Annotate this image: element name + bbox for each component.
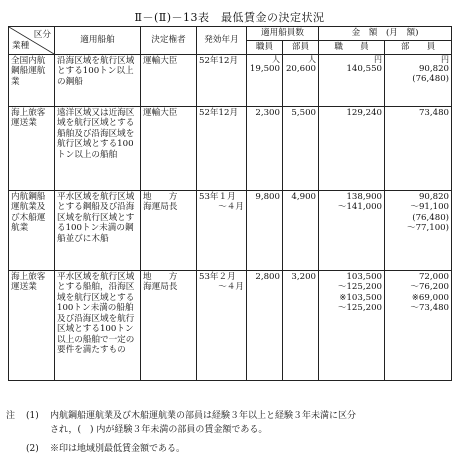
hakko-cell bbox=[197, 271, 247, 381]
k-shokuin-value: 103,500 bbox=[346, 272, 383, 282]
gyoshu-cell: 全国内航鋼船運航業 bbox=[9, 55, 55, 107]
hakko-cell: 52年12月 bbox=[197, 55, 247, 107]
shokuin-cell bbox=[247, 55, 283, 107]
header-tekiyo-in: 適用船員数 bbox=[247, 27, 319, 41]
k-shokuin-cell bbox=[319, 55, 385, 107]
header-gyoshu: 業種 bbox=[12, 40, 30, 51]
buin-value: 20,600 bbox=[285, 64, 317, 74]
k-shokuin-cell: 129,240 bbox=[319, 107, 385, 191]
unit-yen: 円 bbox=[374, 55, 383, 64]
k-buin-sub-value: ～77,100) bbox=[406, 223, 450, 234]
hakko-line: ～４月 bbox=[218, 282, 244, 293]
hakko-line: 53年２月 bbox=[199, 272, 236, 282]
k-buin-sub-value: (76,480) bbox=[412, 74, 450, 85]
kettei-cell bbox=[141, 191, 197, 271]
k-buin-value: 90,820 bbox=[418, 64, 450, 74]
table-row bbox=[9, 271, 452, 381]
table-row bbox=[9, 55, 452, 107]
header-category-cell bbox=[9, 27, 55, 55]
k-buin-cell bbox=[385, 271, 452, 381]
k-buin-cell: 73,480 bbox=[385, 107, 452, 191]
table-row bbox=[9, 191, 452, 271]
unit-yen: 円 bbox=[441, 55, 450, 64]
buin-cell: 5,500 bbox=[283, 107, 319, 191]
k-shokuin-cell bbox=[319, 191, 385, 271]
k-buin-cell bbox=[385, 191, 452, 271]
footnote-mark: (2) bbox=[26, 444, 39, 454]
k-buin-value: ～91,100 bbox=[410, 202, 450, 213]
k-buin-sub-value: (76,480) bbox=[412, 212, 450, 223]
table-title: Ⅱ－(Ⅱ)－13表 最低賃金の決定状況 bbox=[134, 11, 325, 24]
senpaku-cell: 遠洋区域又は近海区域を航行区域とする船舶及び沿海区域を航行区域とする100トン以上の船舶 bbox=[55, 107, 141, 191]
kettei-line: 地 方 bbox=[143, 192, 178, 202]
k-shokuin-cell bbox=[319, 271, 385, 381]
hakko-cell: 52年12月 bbox=[197, 107, 247, 191]
header-k-shokuin: 職 員 bbox=[319, 41, 385, 55]
footnote-2 bbox=[26, 443, 451, 457]
k-buin-cell bbox=[385, 55, 452, 107]
header-k-buin: 部 員 bbox=[385, 41, 452, 55]
shokuin-value: 19,500 bbox=[249, 64, 280, 74]
k-shokuin-regional-value: ※103,500 bbox=[339, 292, 383, 303]
buin-cell: 4,900 bbox=[283, 191, 319, 271]
header-hakko: 発効年月 bbox=[197, 27, 247, 55]
kettei-cell: 運輸大臣 bbox=[141, 55, 197, 107]
unit-person: 人 bbox=[272, 55, 280, 64]
footnote-1 bbox=[6, 410, 451, 437]
shokuin-cell: 9,800 bbox=[247, 191, 283, 271]
k-shokuin-regional-value: ～125,200 bbox=[337, 303, 383, 314]
buin-cell bbox=[283, 55, 319, 107]
senpaku-cell: 沿海区域を航行区域とする100トン以上の鋼船 bbox=[55, 55, 141, 107]
hakko-cell bbox=[197, 191, 247, 271]
k-buin-regional-value: ～73,480 bbox=[410, 303, 450, 314]
header-kingaku: 金 額 (月 額) bbox=[319, 27, 452, 41]
header-senpaku: 適用船舶 bbox=[55, 27, 141, 55]
k-shokuin-value: ～141,000 bbox=[337, 202, 383, 213]
footnote-text: され，( ) 内が経験３年未満の部員の賃金額である。 bbox=[50, 424, 268, 435]
gyoshu-cell: 海上旅客運送業 bbox=[9, 107, 55, 191]
kettei-cell: 運輸大臣 bbox=[141, 107, 197, 191]
kettei-line: 海運局長 bbox=[143, 282, 178, 293]
kettei-line: 地 方 bbox=[143, 272, 178, 282]
k-buin-regional-value: ※69,000 bbox=[411, 292, 450, 303]
header-kubun: 区分 bbox=[33, 30, 51, 40]
kettei-line: 海運局長 bbox=[143, 202, 178, 213]
k-buin-value: 72,000 bbox=[418, 272, 450, 282]
footnote-label: 注 bbox=[6, 411, 16, 421]
senpaku-cell: 平水区域を航行区域とする船舶，沿海区域を航行区域とする100トン未満の船舶及び沿海区域を航行区域とする100トン以上の船舶で一定の要件を満たすもの bbox=[55, 271, 141, 381]
hakko-line: 53年１月 bbox=[199, 192, 236, 202]
kettei-cell bbox=[141, 271, 197, 381]
shokuin-cell: 2,800 bbox=[247, 271, 283, 381]
k-buin-value: ～76,200 bbox=[410, 282, 450, 293]
k-shokuin-value: 140,550 bbox=[346, 64, 383, 74]
header-kettei: 決定権者 bbox=[141, 27, 197, 55]
header-shokuin: 職員 bbox=[247, 41, 283, 55]
k-shokuin-value: 138,900 bbox=[346, 192, 383, 202]
hakko-line: ～４月 bbox=[218, 202, 244, 213]
header-row-1 bbox=[9, 27, 452, 41]
footnote-text: ※印は地域別最低賃金額である。 bbox=[50, 444, 186, 454]
unit-person: 人 bbox=[308, 55, 317, 64]
k-buin-value: 90,820 bbox=[418, 192, 450, 202]
shokuin-cell: 2,300 bbox=[247, 107, 283, 191]
header-buin: 部員 bbox=[283, 41, 319, 55]
senpaku-cell: 平水区域を航行区域とする鋼船及び沿海区域を航行区域とする100トン未満の鋼船並びに木船 bbox=[55, 191, 141, 271]
k-shokuin-value: ～125,200 bbox=[337, 282, 383, 293]
footnote-mark: (1) bbox=[26, 411, 39, 421]
gyoshu-cell: 海上旅客運送業 bbox=[9, 271, 55, 381]
gyoshu-cell: 内航鋼船運航業及び木船運航業 bbox=[9, 191, 55, 271]
minimum-wage-table bbox=[8, 26, 452, 381]
footnote-text: 内航鋼船運航業及び木船運航業の部員は経験３年以上と経験３年未満に区分 bbox=[50, 411, 357, 421]
table-row bbox=[9, 107, 452, 191]
buin-cell: 3,200 bbox=[283, 271, 319, 381]
